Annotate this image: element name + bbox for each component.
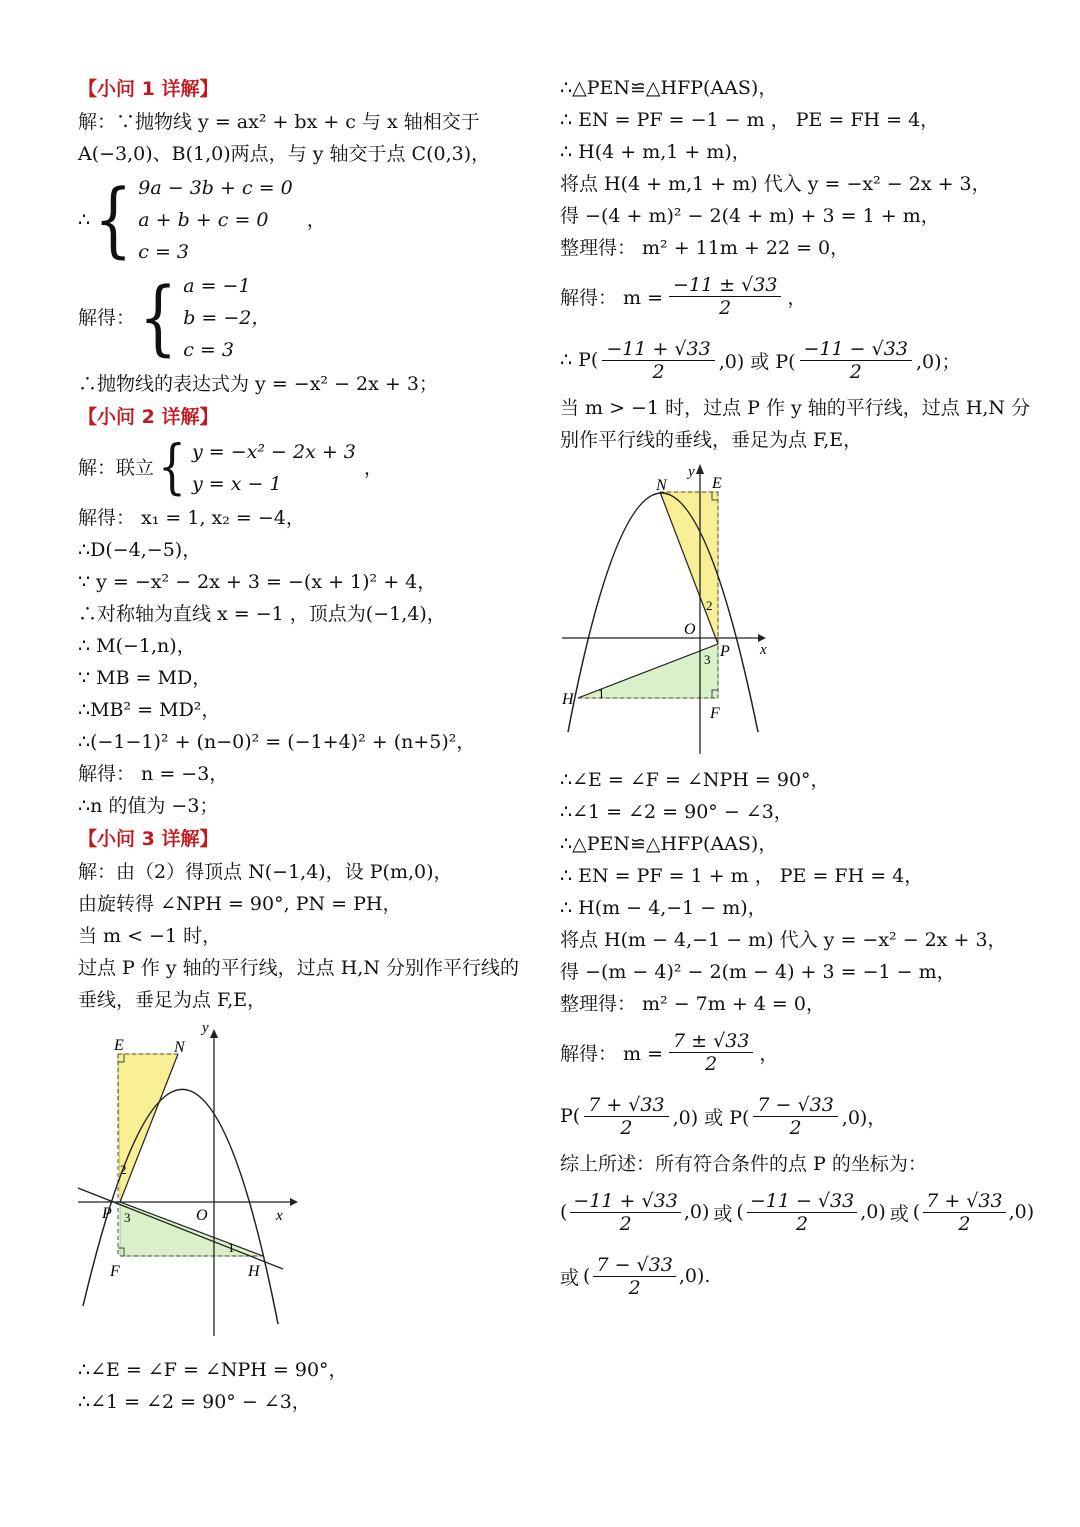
paren: ( (560, 1201, 568, 1223)
text-line: 别作平行线的垂线，垂足为点 F,E， (560, 429, 863, 451)
text-line: ∴ EN = PF = −1 − m ， PE = FH = 4， (560, 109, 940, 131)
denominator: 2 (795, 1212, 809, 1235)
label: ∴ P( (560, 349, 599, 371)
text-line: 将点 H(m − 4,−1 − m) 代入 y = −x² − 2x + 3， (560, 929, 1007, 951)
label: ,0) 或 P( (718, 350, 796, 373)
fraction (923, 1190, 1005, 1235)
therefore-symbol: ∴ (78, 209, 91, 231)
text-line: ∴△PEN≌△HFP(AAS)， (560, 833, 778, 855)
text-line: ∴ EN = PF = 1 + m ， PE = FH = 4， (560, 865, 924, 887)
paren: ) (1026, 1201, 1035, 1223)
text-line: ∴MB² = MD²， (78, 699, 221, 721)
text-line: ∴D(−4,−5)， (78, 539, 202, 561)
text-line: ∴ M(−1,n)， (78, 635, 196, 657)
fraction (753, 1094, 837, 1139)
angle-label-2: 2 (120, 1162, 127, 1177)
denominator: 2 (719, 296, 732, 319)
punct: ， (363, 457, 383, 479)
right-column (560, 72, 1040, 1308)
label: 解得： m = (560, 286, 664, 309)
numerator: −11 ± √33 (669, 274, 781, 297)
text-line: 解得： x₁ = 1, x₂ = −4， (78, 507, 305, 529)
label-h: H (562, 691, 574, 708)
final-answer-row-2 (560, 1244, 1040, 1308)
arrow-icon (210, 1029, 218, 1038)
numerator: −11 + √33 (570, 1190, 680, 1213)
text-line: ∵ MB = MD， (78, 667, 212, 689)
or-word: 或 (560, 1266, 580, 1289)
diagram-1 (78, 1024, 308, 1344)
denominator: 2 (620, 1116, 633, 1139)
fraction (747, 1190, 857, 1235)
coord: ,0 (860, 1201, 879, 1223)
paren: ) (696, 1265, 705, 1287)
brace-icon: { (139, 270, 178, 366)
label: 解得： (78, 307, 136, 329)
label: P( (560, 1105, 581, 1127)
label-o: O (196, 1207, 208, 1224)
section-heading-1: 【小问 1 详解】 (78, 78, 219, 100)
label-x: x (760, 642, 767, 658)
label-y: y (202, 1024, 209, 1036)
denominator: 2 (789, 1116, 802, 1139)
label: ,0)； (915, 350, 961, 373)
angle-label-2: 2 (706, 598, 713, 613)
text-line: 当 m < −1 时， (78, 925, 222, 947)
label-h: H (248, 1263, 260, 1280)
angle-label-3: 3 (704, 652, 711, 667)
equation: 9a − 3b + c = 0 (138, 177, 293, 199)
arrow-icon (758, 634, 766, 642)
equation: b = −2， (183, 307, 271, 329)
numerator: 7 + √33 (923, 1190, 1005, 1213)
label: ,0) 或 P( (672, 1106, 750, 1129)
denominator: 2 (849, 360, 862, 383)
text-line: ∴∠1 = ∠2 = 90° − ∠3， (78, 1391, 311, 1413)
numerator: 7 + √33 (584, 1094, 668, 1117)
denominator: 2 (652, 360, 665, 383)
fraction (593, 1254, 675, 1299)
equation-system-2 (78, 432, 538, 502)
text-line: 整理得： m² + 11m + 22 = 0， (560, 237, 850, 259)
text-line: ∴(−1−1)² + (n−0)² = (−1+4)² + (n+5)²， (78, 731, 476, 753)
coord: ,0 (683, 1201, 702, 1223)
arrow-icon (290, 1198, 298, 1206)
label-f: F (710, 705, 720, 722)
label: 解得： m = (560, 1042, 664, 1065)
label-y: y (688, 464, 695, 480)
text-line: 当 m > −1 时，过点 P 作 y 轴的平行线，过点 H,N 分 (560, 397, 1031, 419)
numerator: 7 − √33 (753, 1094, 837, 1117)
brace-icon: { (158, 432, 187, 502)
label: ,0)， (841, 1106, 887, 1129)
text-line: ∴n 的值为 −3； (78, 795, 219, 817)
text-line: 过点 P 作 y 轴的平行线，过点 H,N 分别作平行线的 (78, 957, 519, 979)
denominator: 2 (958, 1212, 971, 1235)
numerator: −11 − √33 (747, 1190, 857, 1213)
equation: a + b + c = 0 (138, 209, 269, 231)
punct: . (704, 1265, 711, 1287)
fraction (800, 338, 912, 383)
points-p-1 (560, 328, 1040, 392)
text-line: 解得： n = −3， (78, 763, 229, 785)
label-x: x (276, 1208, 283, 1224)
label-e: E (114, 1037, 124, 1054)
brace-icon: { (94, 172, 133, 268)
text-line: 得 −(m − 4)² − 2(m − 4) + 3 = −1 − m， (560, 961, 956, 983)
solution-m-1 (560, 264, 1040, 328)
points-p-2 (560, 1084, 1040, 1148)
denominator: 2 (619, 1212, 632, 1235)
label-p: P (720, 643, 730, 660)
text-line: 由旋转得 ∠NPH = 90°, PN = PH， (78, 893, 402, 915)
text-line: ∴对称轴为直线 x = −1 ，顶点为(−1,4)， (78, 603, 446, 625)
equation: c = 3 (138, 241, 190, 263)
text-line: ∴∠E = ∠F = ∠NPH = 90°， (560, 769, 830, 791)
fraction (570, 1190, 680, 1235)
text-line: 得 −(4 + m)² − 2(4 + m) + 3 = 1 + m， (560, 205, 940, 227)
punct: ， (306, 209, 326, 231)
label-o: O (684, 621, 696, 638)
label-p: P (102, 1205, 112, 1222)
fraction (602, 338, 714, 383)
text-line: ∴抛物线的表达式为 y = −x² − 2x + 3； (78, 373, 438, 395)
punct: ， (759, 1042, 779, 1065)
solution-system-1 (78, 270, 538, 366)
text-line: A(−3,0)、B(1,0)两点，与 y 轴交于点 C(0,3)， (78, 143, 491, 165)
numerator: 7 − √33 (593, 1254, 675, 1277)
fraction (669, 1030, 753, 1075)
label-n: N (174, 1039, 185, 1056)
text-line: 整理得： m² − 7m + 4 = 0， (560, 993, 825, 1015)
text-line: 将点 H(4 + m,1 + m) 代入 y = −x² − 2x + 3， (560, 173, 991, 195)
fraction (669, 274, 781, 319)
numerator: 7 ± √33 (669, 1030, 753, 1053)
left-column (78, 72, 538, 1418)
angle-label-1: 1 (228, 1240, 235, 1255)
text-line: 垂线，垂足为点 F,E， (78, 989, 267, 1011)
arrow-icon (696, 464, 704, 474)
paren: ) (878, 1201, 886, 1223)
text-line: ∴ H(4 + m,1 + m)， (560, 141, 751, 163)
coord: ,0 (1008, 1201, 1027, 1223)
fraction (584, 1094, 668, 1139)
denominator: 2 (628, 1276, 641, 1299)
label-n: N (656, 477, 667, 494)
solution-m-2 (560, 1020, 1040, 1084)
line-dh (78, 1188, 283, 1269)
label-e: E (712, 475, 722, 492)
paren: ( (583, 1265, 591, 1287)
label: 解：联立 (78, 457, 155, 479)
punct: ， (787, 286, 807, 309)
final-answer-row-1 (560, 1180, 1040, 1244)
text-line: ∴∠1 = ∠2 = 90° − ∠3， (560, 801, 793, 823)
denominator: 2 (705, 1052, 718, 1075)
text-line: 解：由（2）得顶点 N(−1,4)，设 P(m,0)， (78, 861, 453, 883)
section-heading-2: 【小问 2 详解】 (78, 406, 219, 428)
figure-case-1 (78, 1024, 538, 1348)
or-word: 或 (713, 1202, 733, 1225)
coord: ,0 (678, 1265, 697, 1287)
numerator: −11 + √33 (602, 338, 714, 361)
or-word: 或 (889, 1202, 909, 1225)
paren: ) (701, 1201, 710, 1223)
text-line: 解：∵抛物线 y = ax² + bx + c 与 x 轴相交于 (78, 111, 480, 133)
paren: ( (912, 1201, 921, 1223)
parabola (83, 1089, 278, 1324)
equation: a = −1 (183, 275, 251, 297)
numerator: −11 − √33 (800, 338, 912, 361)
angle-label-1: 1 (598, 686, 605, 701)
label-f: F (110, 1263, 120, 1280)
text-line: ∵ y = −x² − 2x + 3 = −(x + 1)² + 4， (78, 571, 437, 593)
equation: c = 3 (183, 339, 234, 361)
text-line: ∴△PEN≌△HFP(AAS)， (560, 77, 778, 99)
text-line: ∴ H(m − 4,−1 − m)， (560, 897, 767, 919)
diagram-2 (560, 464, 790, 754)
equation: y = −x² − 2x + 3 (192, 441, 356, 463)
equation: y = x − 1 (192, 473, 282, 495)
paren: ( (736, 1201, 744, 1223)
text-line: ∴∠E = ∠F = ∠NPH = 90°， (78, 1359, 348, 1381)
angle-label-3: 3 (124, 1210, 131, 1225)
figure-case-2 (560, 464, 1040, 758)
section-heading-3: 【小问 3 详解】 (78, 828, 219, 850)
equation-system-1 (78, 172, 538, 268)
text-line: 综上所述：所有符合条件的点 P 的坐标为： (560, 1153, 927, 1175)
